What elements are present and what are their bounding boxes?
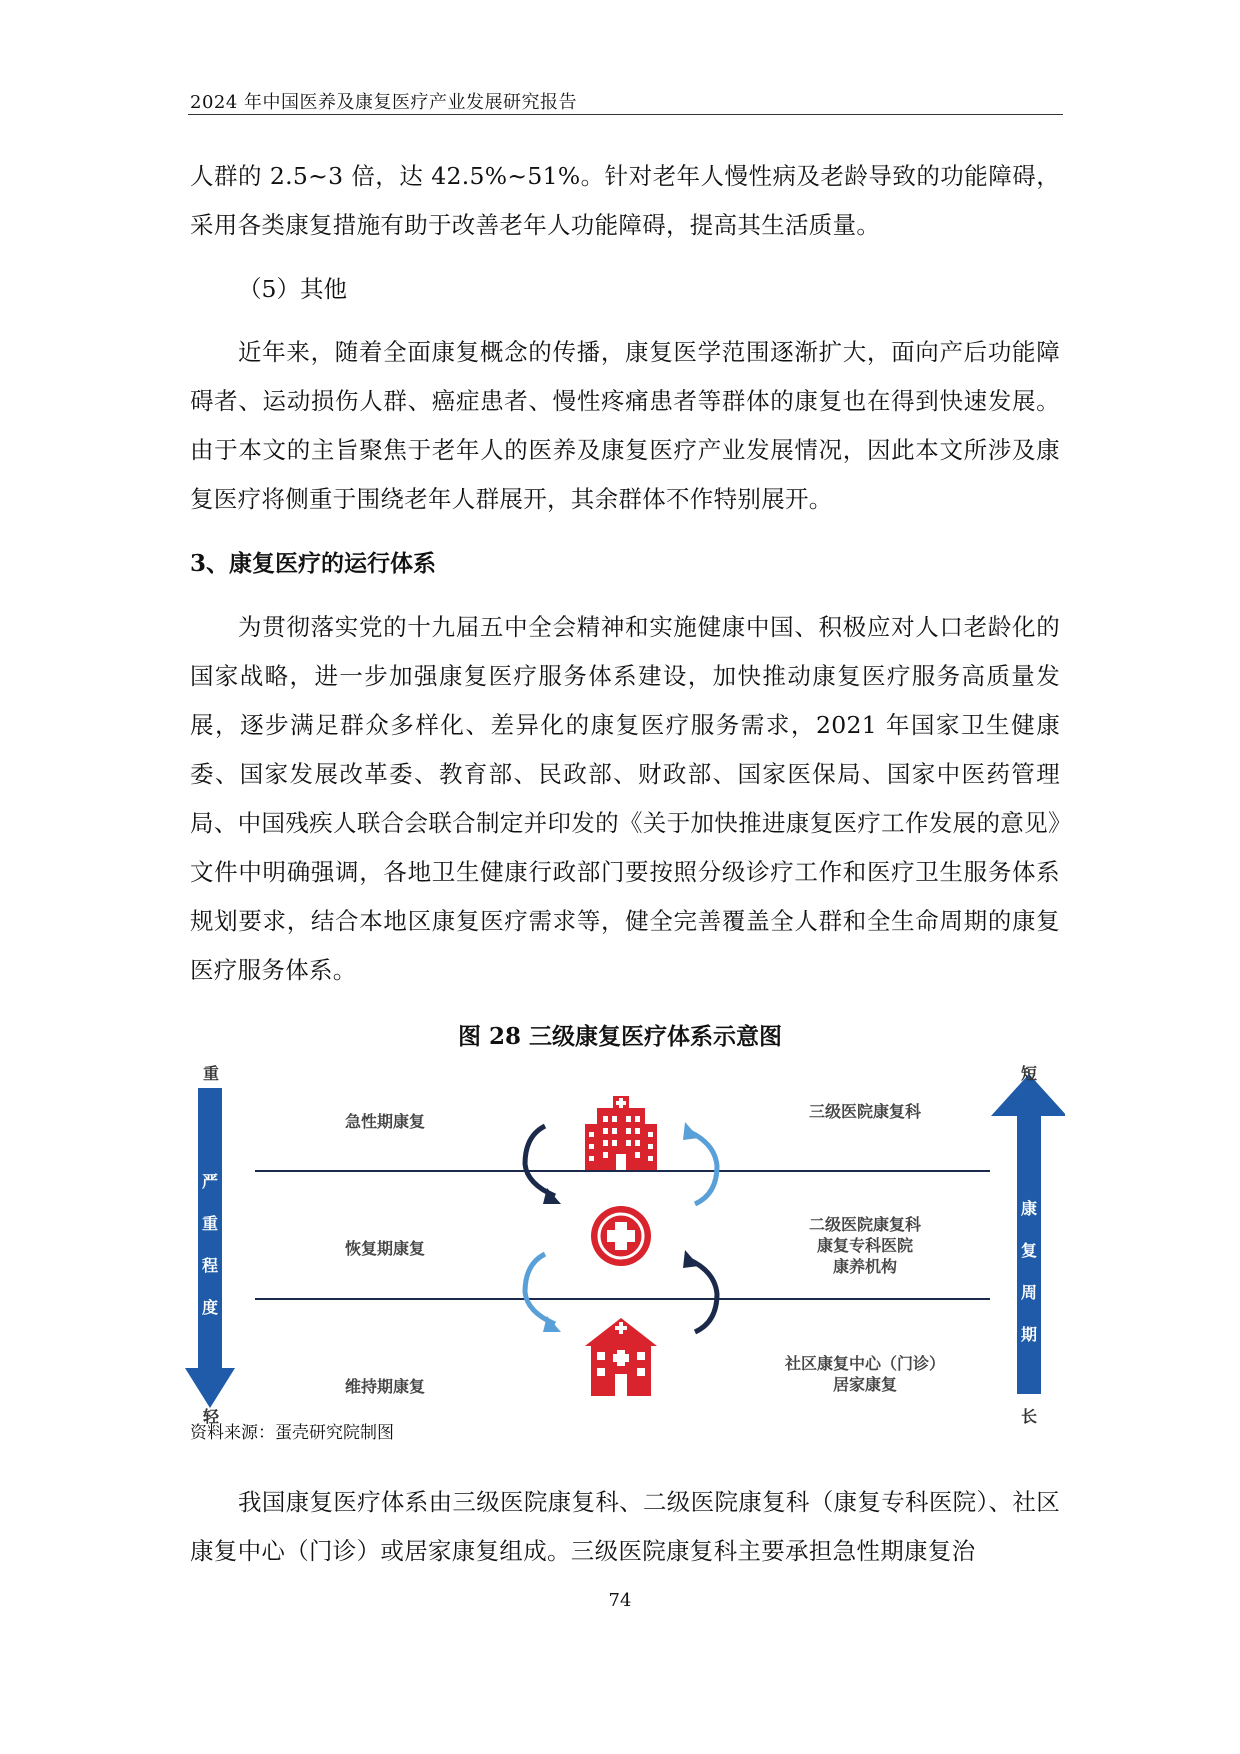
medical-cross-icon (591, 1206, 651, 1266)
page-number: 74 (608, 1590, 632, 1611)
section-heading: 3、康复医疗的运行体系 (190, 550, 437, 577)
period-bottom-label: 长 (1021, 1407, 1038, 1426)
tier1-institutions: 三级医院康复科 (808, 1102, 921, 1121)
tier2-institutions: 二级医院康复科 康复专科医院 康养机构 (808, 1215, 921, 1276)
subsection-heading: （5）其他 (238, 275, 347, 303)
hospital-building-icon (585, 1096, 657, 1170)
figure-caption: 图 28 三级康复医疗体系示意图 (457, 1023, 783, 1050)
period-top-label: 短 (1021, 1064, 1038, 1083)
stage-acute-label: 急性期康复 (345, 1112, 426, 1131)
severity-axis-label: 严 重 程 度 (201, 1172, 218, 1317)
figure-source: 资料来源：蛋壳研究院制图 (190, 1423, 394, 1443)
running-header: 2024 年中国医养及康复医疗产业发展研究报告 (190, 92, 578, 113)
severity-top-label: 重 (203, 1064, 220, 1083)
stage-recovery-label: 恢复期康复 (345, 1239, 426, 1258)
period-axis-label: 康 复 周 期 (1020, 1199, 1037, 1344)
tier3-institutions: 社区康复中心（门诊） 居家康复 (784, 1354, 945, 1394)
cycle-arrow-left-2 (525, 1254, 555, 1324)
paragraph-2: 近年来，随着全面康复概念的传播，康复医学范围逐渐扩大，面向产后功能障碍者、运动损伤人群、癌症患者、慢性疼痛患者等群体的康复也在得到快速发展。由于本文的主旨聚焦于老年人的医养及康复医疗产业发展情况，因此本文所涉及康复医疗将侧重于围绕老年人群展开，其余群体不作特别展开。 (190, 338, 1060, 513)
cycle-arrow-right-2 (690, 1260, 717, 1332)
paragraph-1: 人群的 2.5~3 倍，达 42.5%~51%。针对老年人慢性病及老龄导致的功能障碍，采用各类康复措施有助于改善老年人功能障碍，提高其生活质量。 (190, 162, 1060, 239)
cycle-arrow-right-1 (690, 1132, 717, 1204)
rehab-system-diagram (185, 1056, 1065, 1426)
paragraph-4: 我国康复医疗体系由三级医院康复科、二级医院康复科（康复专科医院）、社区康复中心（门诊）或居家康复组成。三级医院康复科主要承担急性期康复治 (190, 1488, 1060, 1565)
paragraph-3: 为贯彻落实党的十九届五中全会精神和实施健康中国、积极应对人口老龄化的国家战略，进一步加强康复医疗服务体系建设，加快推动康复医疗服务高质量发展，逐步满足群众多样化、差异化的康复医疗服务需求，2021 年国家卫生健康委、国家发展改革委、教育部、民政部、财政部、国家医保局、国家中医药管理局、中国残疾人联合会联合制定并印发的《关于加快推进康复医疗工作发展的意见》文件中明确强调，各地卫生健康行政部门要按照分级诊疗工作和医疗卫生服务体系规划要求，结合本地区康复医疗需求等，健全完善覆盖全人群和全生命周期的康复医疗服务体系。 (190, 613, 1060, 984)
cycle-arrow-left-1 (525, 1126, 555, 1196)
clinic-house-icon (585, 1318, 657, 1396)
stage-maintenance-label: 维持期康复 (345, 1377, 426, 1396)
header-rule (188, 114, 1063, 115)
severity-bottom-label: 轻 (203, 1407, 220, 1426)
